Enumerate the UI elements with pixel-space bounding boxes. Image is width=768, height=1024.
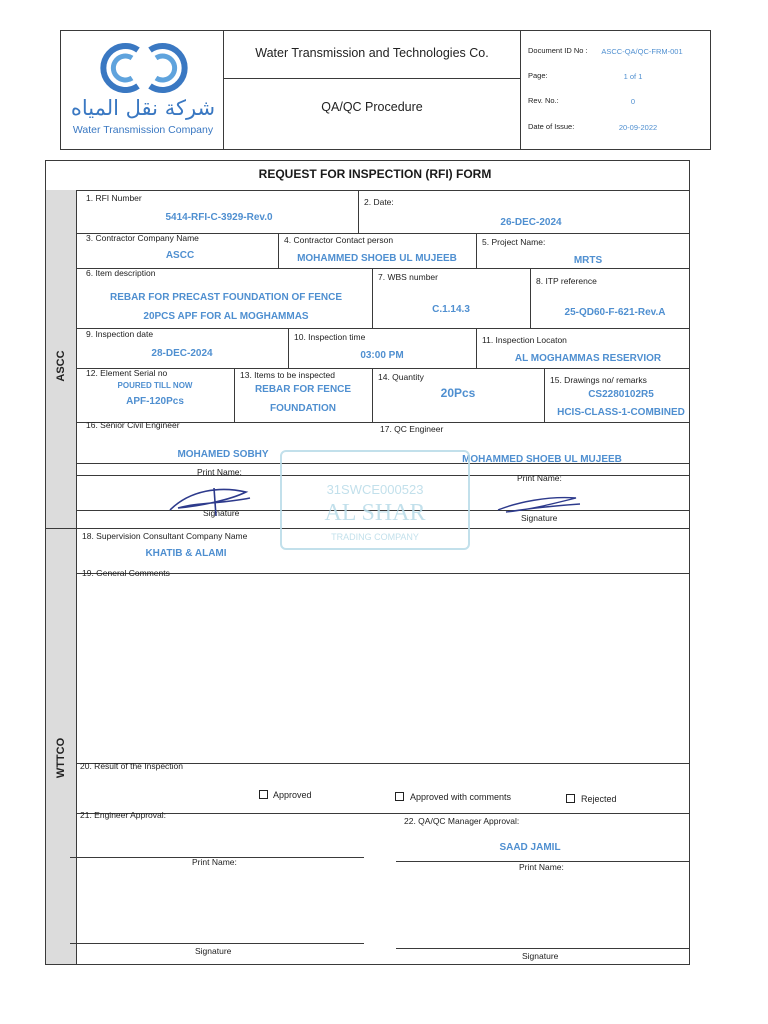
engineer-print-name-label: Print Name: [192, 857, 237, 867]
element-serial-note: POURED TILL NOW [117, 381, 193, 390]
items-inspected-label: 13. Items to be inspected [240, 370, 335, 380]
quantity-value: 20Pcs [440, 386, 476, 400]
rev-value: 0 [630, 97, 636, 106]
logo-arabic-text: شركة نقل المياه [70, 96, 216, 120]
inspection-date-value: 28-DEC-2024 [151, 348, 213, 359]
rev-label: Rev. No.: [528, 96, 559, 105]
page-value: 1 of 1 [623, 72, 643, 81]
contractor-value: ASCC [165, 250, 195, 261]
itp-value: 25-QD60-F-621-Rev.A [564, 307, 666, 318]
contact-label: 4. Contractor Contact person [284, 235, 394, 245]
issue-date-label: Date of Issue: [528, 122, 575, 131]
wbs-label: 7. WBS number [378, 272, 438, 282]
qc-engineer-label: 17. QC Engineer [380, 424, 444, 434]
inspection-time-label: 10. Inspection time [294, 332, 366, 342]
form-title: REQUEST FOR INSPECTION (RFI) FORM [258, 167, 492, 181]
company-stamp [280, 450, 470, 550]
page-label: Page: [528, 71, 548, 80]
general-comments-area[interactable] [78, 582, 688, 760]
side-band [46, 190, 76, 964]
consultant-label: 18. Supervision Consultant Company Name [82, 531, 248, 541]
qc-print-name-label: Print Name: [517, 473, 562, 483]
inspection-date-label: 9. Inspection date [86, 329, 154, 339]
project-label: 5. Project Name: [482, 237, 546, 247]
drawings-label: 15. Drawings no/ remarks [550, 375, 647, 385]
stamp-number: 31SWCE000523 [326, 482, 424, 497]
project-value: MRTS [573, 255, 603, 266]
doc-id-label: Document ID No : [528, 46, 588, 55]
element-serial-label: 12. Element Serial no [86, 368, 168, 378]
qaqc-manager-value: SAAD JAMIL [499, 842, 561, 853]
items-inspected-line1: REBAR FOR FENCE [254, 384, 352, 395]
rejected-option-label: Rejected [581, 794, 617, 804]
date-label: 2. Date: [364, 197, 394, 207]
items-inspected-line2: FOUNDATION [270, 403, 336, 414]
rfi-number-value: 5414-RFI-C-3929-Rev.0 [165, 212, 273, 223]
logo-english-text: Water Transmission Company [72, 124, 214, 136]
item-description-line2: 20PCS APF FOR AL MOGHAMMAS [143, 311, 309, 322]
senior-engineer-value: MOHAMED SOBHY [177, 449, 269, 460]
approved-with-comments-checkbox[interactable] [395, 792, 404, 801]
procedure-title: QA/QC Procedure [321, 100, 423, 114]
issue-date-value: 20-09-2022 [618, 123, 658, 132]
result-label: 20. Result of the Inspection [80, 761, 184, 771]
approved-with-comments-label: Approved with comments [410, 792, 512, 802]
qaqc-print-name-label: Print Name: [519, 862, 564, 872]
doc-id-value: ASCC-QA/QC-FRM-001 [601, 47, 683, 56]
inspection-time-value: 03:00 PM [360, 350, 404, 361]
contractor-label: 3. Contractor Company Name [86, 233, 199, 243]
inspection-location-label: 11. Inspection Locaton [482, 335, 567, 345]
engineer-approval-label: 21. Engineer Approval: [80, 810, 167, 820]
wbs-value: C.1.14.3 [432, 304, 470, 315]
consultant-value: KHATIB & ALAMI [145, 548, 227, 559]
side-label-ascc: ASCC [55, 350, 67, 382]
itp-label: 8. ITP reference [536, 276, 597, 286]
general-comments-label: 19. General Comments [82, 568, 170, 578]
senior-signature-scribble [160, 482, 270, 522]
item-description-line1: REBAR FOR PRECAST FOUNDATION OF FENCE [109, 292, 343, 303]
stamp-company: AL SHAR [324, 500, 426, 526]
rejected-checkbox[interactable] [566, 794, 575, 803]
stamp-subtitle: TRADING COMPANY [331, 532, 419, 542]
company-name: Water Transmission and Technologies Co. [255, 46, 489, 60]
qc-signature-scribble [492, 490, 592, 520]
qaqc-approval-label: 22. QA/QC Manager Approval: [404, 816, 520, 826]
item-description-label: 6. Item description [86, 268, 156, 278]
logo-mark-icon [94, 36, 194, 100]
drawings-line1: CS2280102R5 [588, 389, 654, 400]
side-label-wttco: WTTCO [55, 737, 67, 779]
senior-print-name-label: Print Name: [197, 467, 242, 477]
element-serial-value: APF-120Pcs [126, 396, 184, 407]
date-value: 26-DEC-2024 [500, 217, 562, 228]
approved-option-label: Approved [273, 790, 312, 800]
inspection-location-value: AL MOGHAMMAS RESERVIOR [514, 353, 662, 364]
company-logo [62, 32, 222, 148]
engineer-signature-label: Signature [195, 946, 232, 956]
quantity-label: 14. Quantity [378, 372, 424, 382]
qaqc-signature-label: Signature [522, 951, 559, 961]
senior-engineer-label: 16. Senior Civil Engineer [86, 420, 180, 430]
drawings-line2: HCIS-CLASS-1-COMBINED [557, 407, 685, 418]
rfi-number-label: 1. RFI Number [86, 193, 142, 203]
approved-checkbox[interactable] [259, 790, 268, 799]
contact-value: MOHAMMED SHOEB UL MUJEEB [297, 253, 457, 264]
senior-signature-label: Signature [203, 508, 240, 518]
qc-signature-label: Signature [521, 513, 558, 523]
qc-engineer-value: MOHAMMED SHOEB UL MUJEEB [462, 454, 622, 465]
